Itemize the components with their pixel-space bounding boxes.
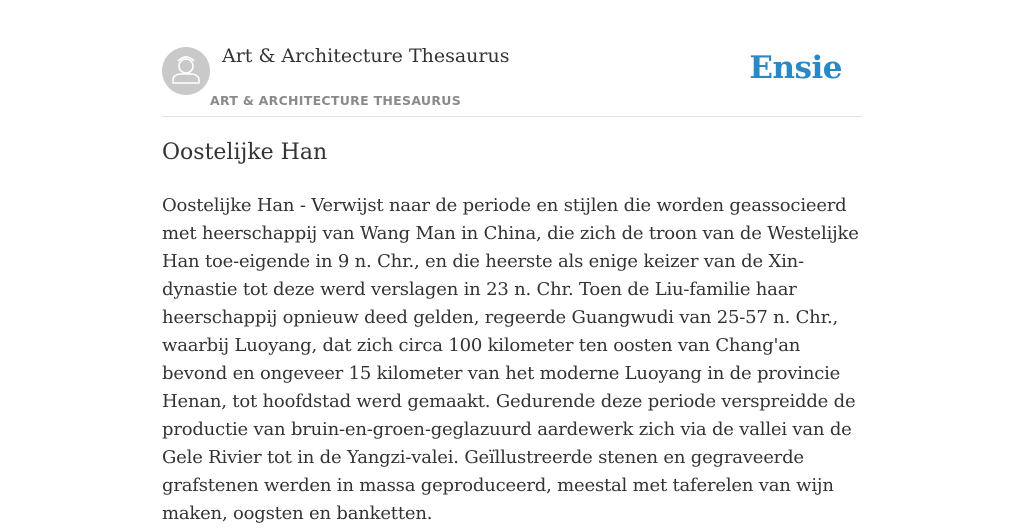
- header: [162, 0, 862, 117]
- user-icon: [162, 47, 210, 95]
- source-title[interactable]: Art & Architecture Thesaurus: [222, 45, 510, 67]
- brand-logo[interactable]: Ensie: [749, 50, 842, 86]
- source-subtitle: ART & ARCHITECTURE THESAURUS: [210, 93, 462, 108]
- avatar[interactable]: [162, 47, 210, 95]
- definition-text: Oostelijke Han - Verwijst naar de periode en stijlen die worden geassocieerd met heerschappij van Wang Man in China, die zich de troon van de Westelijke Han toe-eigende in 9 n. Chr., en die heerste als enige keizer van de Xin-dynastie tot deze werd verslagen in 23 n. Chr. Toen de Liu-familie haar heerschappij opnieuw deed gelden, regeerde Guangwudi van 25-57 n. Chr., waarbij Luoyang, dat zich circa 100 kilometer ten oosten van Chang'an bevond en ongeveer 15 kilometer van het moderne Luoyang in de provincie Henan, tot hoofdstad werd gemaakt. Gedurende deze periode verspreidde de productie van bruin-en-groen-geglazuurd aardewerk zich via de vallei van de Gele Rivier tot in de Yangzi-valei. Geïllustreerde stenen en gegraveerde grafstenen werden in massa geproduceerd, meestal met taferelen van wijn maken, oogsten en banketten.: [162, 195, 859, 524]
- page-title: Oostelijke Han: [162, 140, 328, 165]
